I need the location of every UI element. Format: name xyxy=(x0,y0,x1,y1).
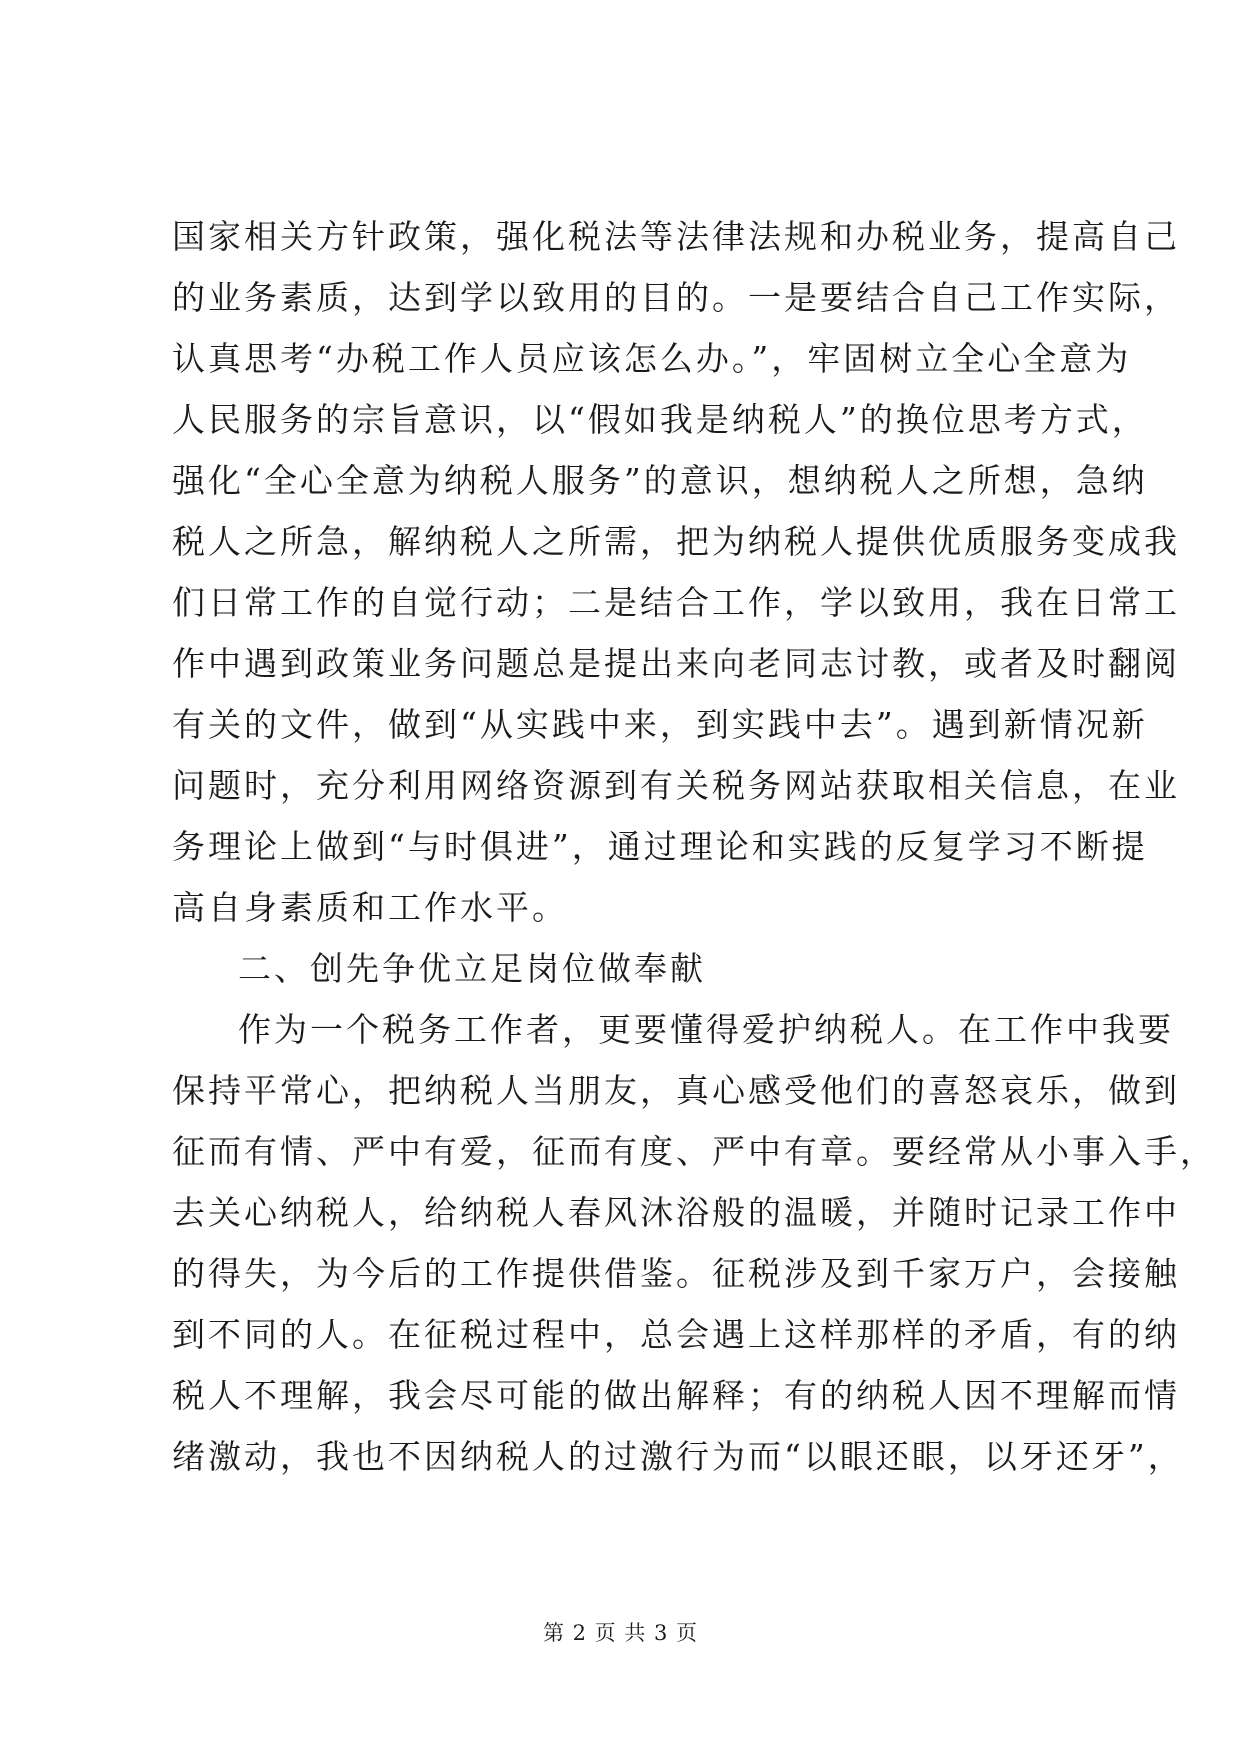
document-body xyxy=(172,206,1216,1487)
body-line-11: 务理论上做到“与时俱进”，通过理论和实践的反复学习不断提 xyxy=(172,827,1148,866)
body-line-16: 征而有情、严中有爱，征而有度、严中有章。要经常从小事入手， xyxy=(172,1132,1216,1171)
body-line-1: 国家相关方针政策，强化税法等法律法规和办税业务，提高自己 xyxy=(172,217,1180,256)
body-line-2: 的业务素质，达到学以致用的目的。一是要结合自己工作实际， xyxy=(172,278,1180,317)
body-line-7: 们日常工作的自觉行动；二是结合工作，学以致用，我在日常工 xyxy=(172,583,1180,622)
body-line-14: 作为一个税务工作者，更要懂得爱护纳税人。在工作中我要 xyxy=(238,1010,1174,1049)
body-line-6: 税人之所急，解纳税人之所需，把为纳税人提供优质服务变成我 xyxy=(172,522,1180,561)
body-line-17: 去关心纳税人，给纳税人春风沐浴般的温暖，并随时记录工作中 xyxy=(172,1193,1180,1232)
body-line-3: 认真思考“办税工作人员应该怎么办。”，牢固树立全心全意为 xyxy=(172,339,1132,378)
body-line-4: 人民服务的宗旨意识，以“假如我是纳税人”的换位思考方式， xyxy=(172,400,1148,439)
body-line-20: 税人不理解，我会尽可能的做出解释；有的纳税人因不理解而情 xyxy=(172,1376,1180,1415)
body-line-10: 问题时，充分利用网络资源到有关税务网站获取相关信息，在业 xyxy=(172,766,1180,805)
page-footer: 第 2 页 共 3 页 xyxy=(542,1621,699,1645)
body-line-12: 高自身素质和工作水平。 xyxy=(172,888,568,927)
body-line-8: 作中遇到政策业务问题总是提出来向老同志讨教，或者及时翻阅 xyxy=(172,644,1180,683)
body-line-15: 保持平常心，把纳税人当朋友，真心感受他们的喜怒哀乐，做到 xyxy=(172,1071,1180,1110)
body-line-5: 强化“全心全意为纳税人服务”的意识，想纳税人之所想，急纳 xyxy=(172,461,1148,500)
section-heading: 二、创先争优立足岗位做奉献 xyxy=(238,949,706,988)
body-line-21: 绪激动，我也不因纳税人的过激行为而“以眼还眼，以牙还牙”， xyxy=(172,1437,1184,1476)
body-line-9: 有关的文件，做到“从实践中来，到实践中去”。遇到新情况新 xyxy=(172,705,1148,744)
body-line-19: 到不同的人。在征税过程中，总会遇上这样那样的矛盾，有的纳 xyxy=(172,1315,1180,1354)
body-line-18: 的得失，为今后的工作提供借鉴。征税涉及到千家万户，会接触 xyxy=(172,1254,1180,1293)
